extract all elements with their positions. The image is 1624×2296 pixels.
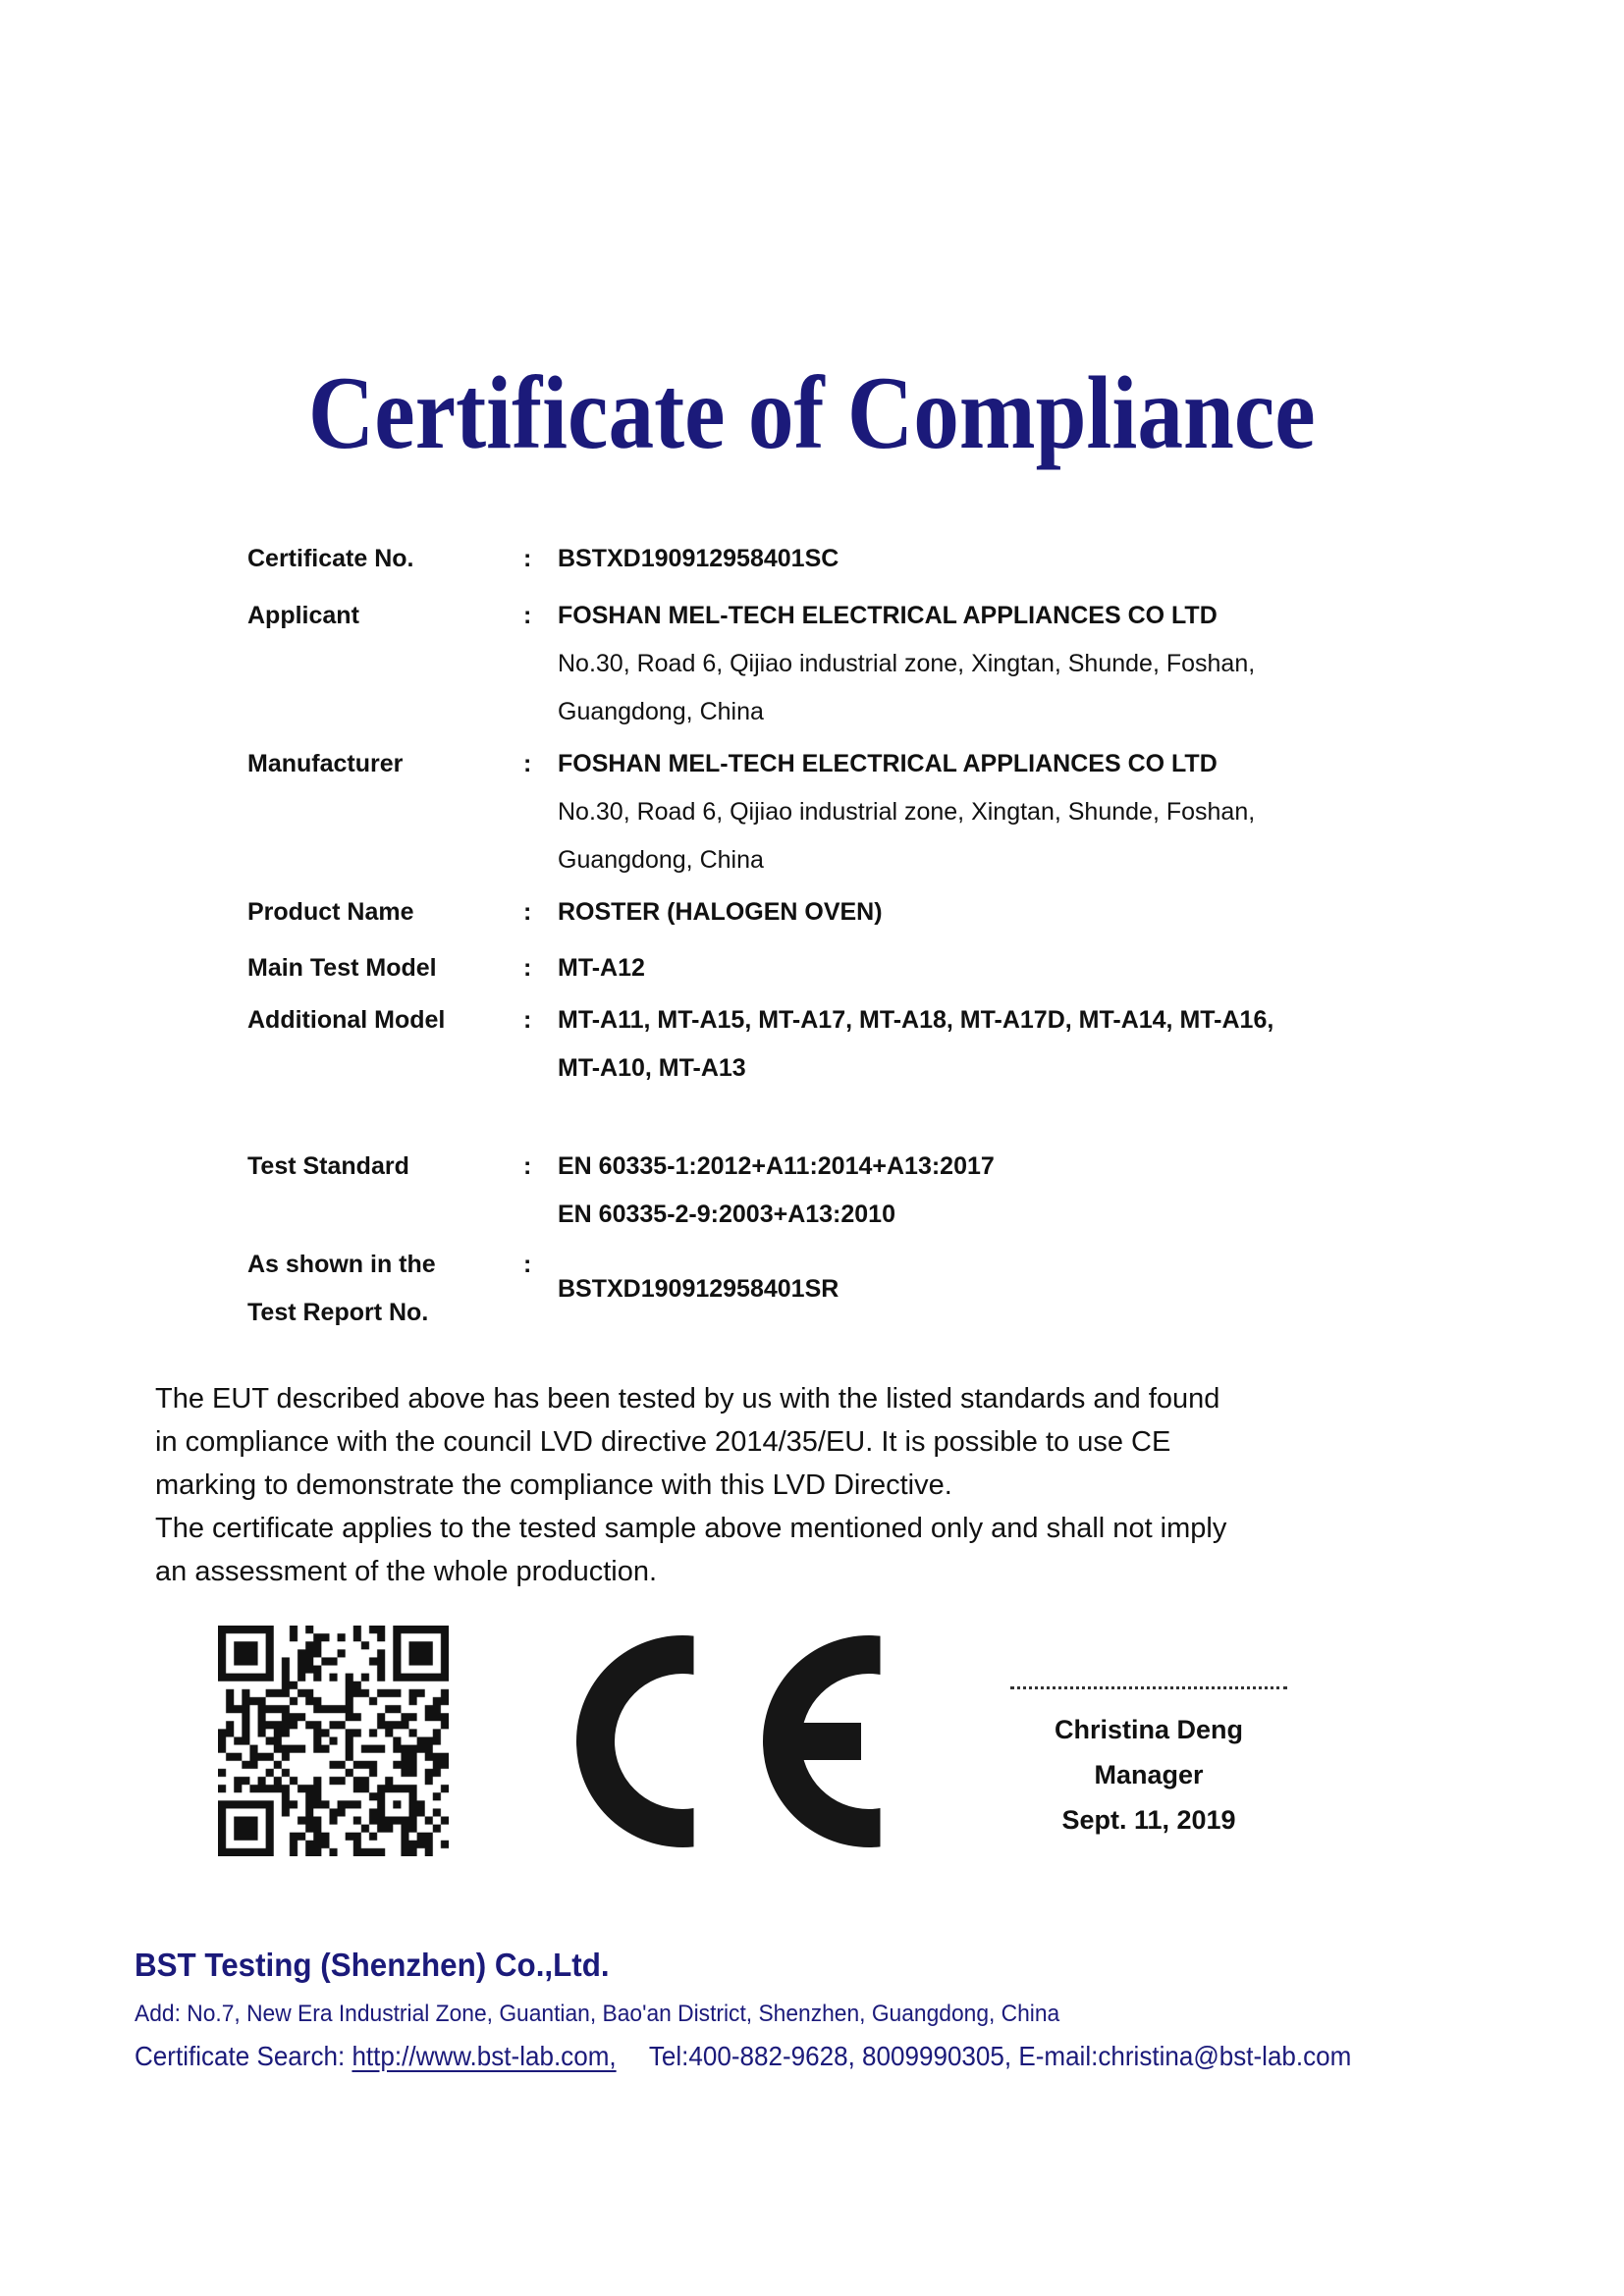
detail-row-product-name <box>247 888 1426 936</box>
product-name-value: ROSTER (HALOGEN OVEN) <box>558 898 883 926</box>
detail-colon: : <box>523 545 532 572</box>
test-standard-line-2: EN 60335-2-9:2003+A13:2010 <box>558 1201 895 1228</box>
certificate-details <box>247 535 1426 1337</box>
issuer-footer <box>135 1946 1443 2075</box>
compliance-statement <box>155 1377 1490 1593</box>
detail-colon: : <box>523 602 532 629</box>
test-standard-line-1: EN 60335-1:2012+A11:2014+A13:2017 <box>558 1152 995 1180</box>
issuer-address: Add: No.7, New Era Industrial Zone, Guantian, Bao'an District, Shenzhen, Guangdong, China <box>135 2001 1060 2027</box>
detail-row-applicant <box>247 592 1426 736</box>
applicant-address-line-1: No.30, Road 6, Qijiao industrial zone, Xingtan, Shunde, Foshan, <box>558 650 1256 677</box>
signatory-role: Manager <box>1094 1760 1204 1789</box>
statement-line-3: marking to demonstrate the compliance with this LVD Directive. <box>155 1469 952 1501</box>
page-title: Certificate of Compliance <box>308 355 1316 470</box>
manufacturer-name: FOSHAN MEL-TECH ELECTRICAL APPLIANCES CO LTD <box>558 750 1218 777</box>
detail-row-manufacturer <box>247 740 1426 884</box>
signature-block <box>987 1686 1311 1842</box>
detail-label: Test Standard <box>247 1152 409 1180</box>
detail-label: Main Test Model <box>247 954 437 982</box>
additional-model-line-1: MT-A11, MT-A15, MT-A17, MT-A18, MT-A17D, MT-A14, MT-A16, <box>558 1006 1274 1034</box>
detail-row-main-test-model <box>247 944 1426 992</box>
detail-row-test-report-no <box>247 1241 1426 1337</box>
certificate-search-line <box>135 2038 1443 2075</box>
detail-row-test-standard <box>247 1143 1426 1239</box>
qr-code <box>218 1626 449 1856</box>
detail-colon: : <box>523 1251 532 1278</box>
statement-line-5: an assessment of the whole production. <box>155 1556 658 1587</box>
detail-colon: : <box>523 954 532 982</box>
statement-line-4: The certificate applies to the tested sample above mentioned only and shall not imply <box>155 1513 1227 1544</box>
manufacturer-address-line-2: Guangdong, China <box>558 846 764 874</box>
certificate-search-label: Certificate Search: <box>135 2041 346 2071</box>
signatory-name: Christina Deng <box>1054 1715 1244 1744</box>
detail-colon: : <box>523 750 532 777</box>
signature-dotted-line <box>1010 1686 1287 1689</box>
detail-label: Manufacturer <box>247 750 404 777</box>
detail-label: Certificate No. <box>247 545 414 572</box>
additional-model-line-2: MT-A10, MT-A13 <box>558 1054 746 1082</box>
main-test-model-value: MT-A12 <box>558 954 645 982</box>
detail-colon: : <box>523 1006 532 1034</box>
statement-line-1: The EUT described above has been tested by us with the listed standards and found <box>155 1383 1220 1415</box>
applicant-address-line-2: Guangdong, China <box>558 698 764 725</box>
detail-row-additional-model <box>247 996 1426 1093</box>
detail-label: Product Name <box>247 898 414 926</box>
applicant-name: FOSHAN MEL-TECH ELECTRICAL APPLIANCES CO LTD <box>558 602 1218 629</box>
certificate-number-value: BSTXD190912958401SC <box>558 545 839 572</box>
detail-label: As shown in the Test Report No. <box>247 1251 436 1326</box>
detail-row-certificate-no <box>247 535 1426 583</box>
issuer-contact-info: Tel:400-882-9628, 8009990305, E-mail:christina@bst-lab.com <box>648 2041 1352 2071</box>
detail-colon: : <box>523 1152 532 1180</box>
certificate-search-url[interactable]: http://www.bst-lab.com, <box>352 2041 617 2071</box>
detail-colon: : <box>523 898 532 926</box>
detail-label: Applicant <box>247 602 359 629</box>
detail-label: Additional Model <box>247 1006 446 1034</box>
statement-line-2: in compliance with the council LVD directive 2014/35/EU. It is possible to use CE <box>155 1426 1171 1458</box>
manufacturer-address-line-1: No.30, Road 6, Qijiao industrial zone, Xingtan, Shunde, Foshan, <box>558 798 1256 826</box>
signature-date: Sept. 11, 2019 <box>1061 1805 1236 1835</box>
ce-mark-icon <box>576 1635 881 1847</box>
test-report-number-value: BSTXD190912958401SR <box>558 1275 839 1303</box>
issuer-company-name: BST Testing (Shenzhen) Co.,Ltd. <box>135 1947 610 1983</box>
